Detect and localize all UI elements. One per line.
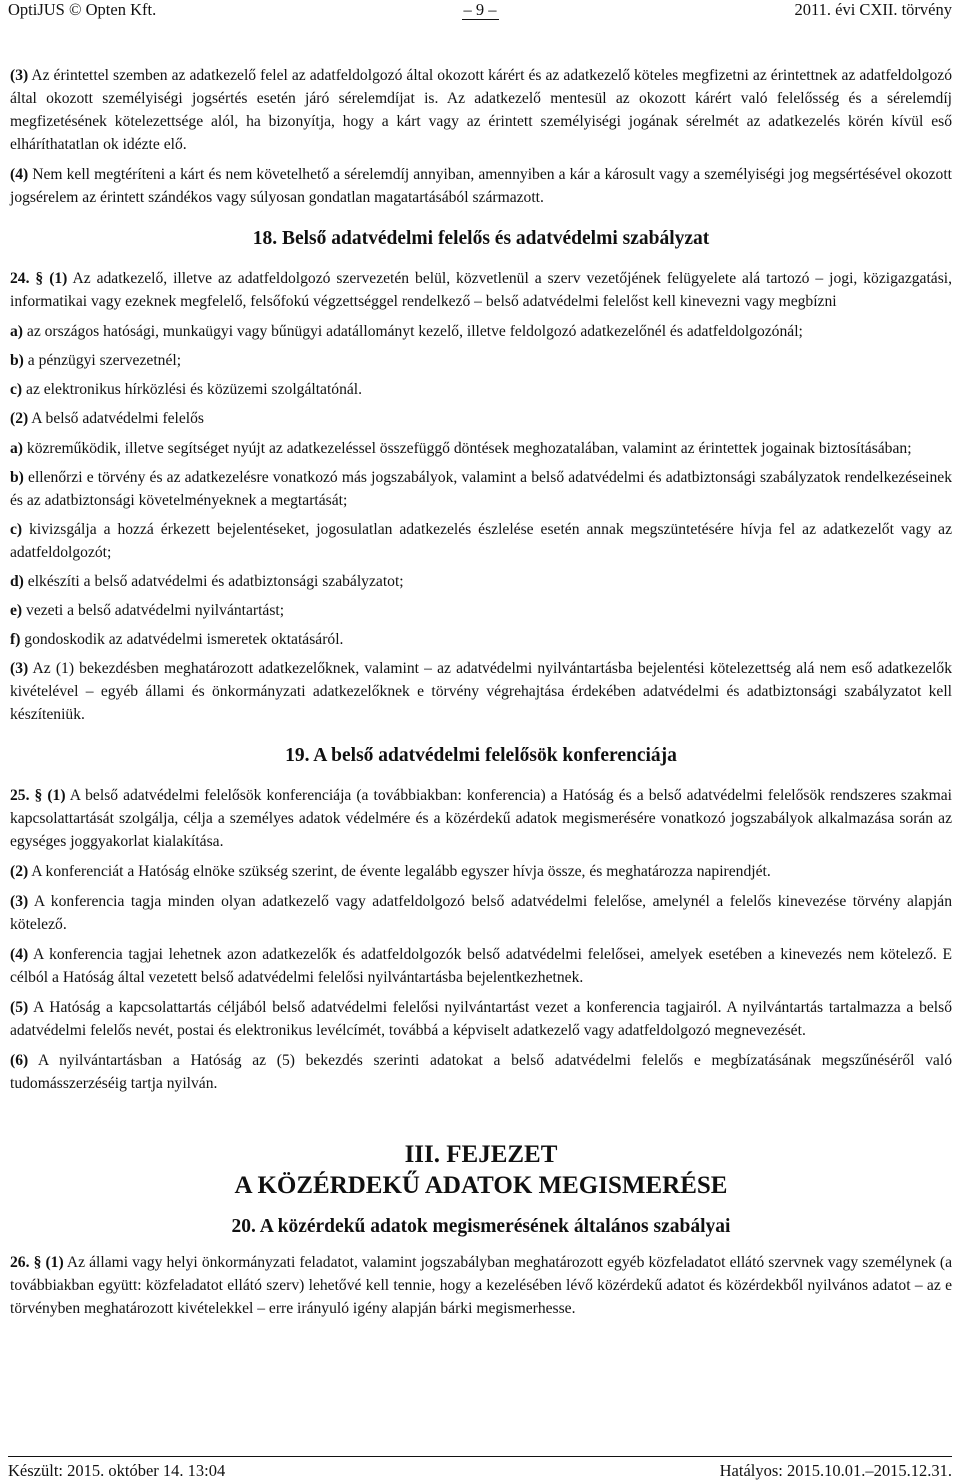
item-text: a pénzügyi szervezetnél; bbox=[23, 352, 182, 369]
list-item bbox=[10, 466, 952, 512]
item-text: elkészíti a belső adatvédelmi és adatbiztonsági szabályzatot; bbox=[23, 573, 404, 590]
item-label: b) bbox=[10, 352, 24, 369]
section-heading-19: 19. A belső adatvédelmi felelősök konferenciája bbox=[285, 745, 677, 766]
paragraph-4 bbox=[10, 163, 952, 209]
list-item bbox=[10, 320, 952, 343]
paragraph-number: (3) bbox=[10, 67, 29, 84]
section-25-paragraph-2 bbox=[10, 860, 952, 883]
paragraph-text: A konferenciát a Hatóság elnöke szükség szerint, de évente legalább egyszer hívja össze, és meghatározza napirendjét. bbox=[28, 863, 771, 880]
section-heading-18: 18. Belső adatvédelmi felelős és adatvédelmi szabályzat bbox=[252, 228, 710, 249]
item-label: f) bbox=[10, 631, 21, 648]
item-label: b) bbox=[10, 469, 24, 486]
paragraph-text: Az állami vagy helyi önkormányzati feladatot, valamint jogszabályban meghatározott egyéb közfeladatot ellátó szervnek vagy személynek (a továbbiakban együtt: közfeladatot ellátó szerv) lehetővé kell tennie, hogy a kezelésében lévő közérdekű adatot és közérdekből nyilvános adatot – az e törvényben meghatározott kivételekkel – erre irányuló igény alapján bárki megismerhesse. bbox=[10, 1254, 952, 1317]
section-25-paragraph-3 bbox=[10, 890, 952, 936]
list-item bbox=[10, 628, 952, 651]
item-text: közreműködik, illetve segítséget nyújt az adatkezeléssel összefüggő döntések meghozatalában, valamint az érintettek jogainak biztosításában; bbox=[23, 440, 912, 457]
list-item bbox=[10, 378, 952, 401]
paragraph-text: A nyilvántartásban a Hatóság az (5) bekezdés szerinti adatokat a belső adatvédelmi felelős e megbízatásának megszűnéséről való tudomásszerzéséig tartja nyilván. bbox=[10, 1052, 952, 1092]
section-heading-20: 20. A közérdekű adatok megismerésének általános szabályai bbox=[231, 1216, 731, 1237]
section-25-paragraph-4 bbox=[10, 943, 952, 989]
item-label: a) bbox=[10, 440, 23, 457]
item-text: kivizsgálja a hozzá érkezett bejelentéseket, jogosulatlan adatkezelés észlelése esetén annak megszüntetésére hívja fel az adatkezelőt vagy az adatfeldolgozót; bbox=[10, 521, 952, 561]
chapter-number: III. FEJEZET bbox=[404, 1141, 558, 1168]
section-25-paragraph-6 bbox=[10, 1049, 952, 1095]
chapter-title: A KÖZÉRDEKŰ ADATOK MEGISMERÉSE bbox=[234, 1172, 728, 1199]
item-label: a) bbox=[10, 323, 23, 340]
section-number: 25. § bbox=[10, 787, 43, 804]
item-text: gondoskodik az adatvédelmi ismeretek oktatásáról. bbox=[20, 631, 344, 648]
paragraph-number: (2) bbox=[10, 863, 29, 880]
section-25-paragraph-1 bbox=[10, 784, 952, 853]
section-25-paragraph-5 bbox=[10, 996, 952, 1042]
paragraph-text: A konferencia tagjai lehetnek azon adatkezelők és adatfeldolgozók belső adatvédelmi felelősei, amelyek esetében a kinevezés nem kötelező. E célból a Hatóság által vezetett belső adatvédelmi felelősi nyilvántartásba bejelentkezhetnek. bbox=[10, 946, 952, 986]
list-item bbox=[10, 570, 952, 593]
paragraph-text: Nem kell megtéríteni a kárt és nem követelhető a sérelemdíj annyiban, amennyiben a kár a károsult vagy a személyiségi jog megsértésével okozott jogsérelem az érintett szándékos vagy súlyosan gondatlan magatartásából származott. bbox=[10, 166, 952, 206]
law-title: 2011. évi CXII. törvény bbox=[794, 0, 952, 19]
paragraph-number: (1) bbox=[49, 270, 68, 287]
paragraph-text: Az adatkezelő, illetve az adatfeldolgozó szervezetén belül, közvetlenül a szerv vezetőjének felügyelete alá tartozó – jogi, közigazgatási, informatikai vagy ezeknek megfelelő, felsőfokú végzettséggel rendelkező – belső adatvédelmi felelőst kell kinevezni vagy megbízni bbox=[10, 270, 953, 310]
paragraph-number: (4) bbox=[10, 166, 29, 183]
paragraph-number: (6) bbox=[10, 1052, 29, 1069]
item-label: d) bbox=[10, 573, 24, 590]
section-24-paragraph-2 bbox=[10, 407, 952, 430]
section-number: 24. § bbox=[10, 270, 44, 287]
section-24-paragraph-3 bbox=[10, 657, 952, 726]
item-text: az országos hatósági, munkaügyi vagy bűnügyi adatállományt kezelő, illetve feldolgozó adatkezelőnél és adatfeldolgozónál; bbox=[23, 323, 803, 340]
list-item bbox=[10, 518, 952, 564]
paragraph-number: (1) bbox=[47, 787, 66, 804]
item-text: vezeti a belső adatvédelmi nyilvántartást; bbox=[22, 602, 285, 619]
paragraph-number: (5) bbox=[10, 999, 29, 1016]
paragraph-text: A konferencia tagja minden olyan adatkezelő vagy adatfeldolgozó belső adatvédelmi felelőse, amelynél a felelős kinevezése törvény alapján kötelező. bbox=[10, 893, 952, 933]
section-26-paragraph-1 bbox=[10, 1251, 952, 1320]
item-label: c) bbox=[10, 521, 23, 538]
paragraph-number: (4) bbox=[10, 946, 29, 963]
paragraph-number: (3) bbox=[10, 893, 29, 910]
document-body bbox=[10, 64, 952, 1327]
section-24-paragraph-1 bbox=[10, 267, 952, 313]
page-header bbox=[8, 0, 952, 22]
paragraph-3 bbox=[10, 64, 952, 156]
list-item bbox=[10, 349, 952, 372]
publisher-label: OptiJUS © Opten Kft. bbox=[8, 0, 157, 19]
page-number: – 9 – bbox=[463, 0, 497, 19]
paragraph-number: (1) bbox=[45, 1254, 64, 1271]
paragraph-number: (3) bbox=[10, 660, 29, 677]
paragraph-text: A belső adatvédelmi felelősök konferenciája (a továbbiakban: konferencia) a Hatóság és a belső adatvédelmi felelősök rendszeres szakmai kapcsolattartását szolgálja, célja a személyes adatok védelmére és a közérdekű adatok megismerésére vonatkozó jogszabályok alkalmazása során az egységes joggyakorlat kialakítása. bbox=[10, 787, 952, 850]
effective-dates: Hatályos: 2015.10.01.–2015.12.31. bbox=[719, 1461, 952, 1480]
paragraph-text: A belső adatvédelmi felelős bbox=[28, 410, 205, 427]
paragraph-text: Az adatkezelő mentesül az okozott kárért való felelősség és a sérelemdíj megfizetésének kötelezettsége alól, ha bizonyítja, hogy a kárt vagy az érintett személyiségi jogának sérelmét az adatkezelés körén kívül eső elháríthatatlan ok idézte elő. bbox=[10, 90, 952, 153]
item-label: e) bbox=[10, 602, 23, 619]
section-number: 26. § bbox=[10, 1254, 42, 1271]
item-text: ellenőrzi e törvény és az adatkezelésre vonatkozó más jogszabályok, valamint a belső adatvédelmi és adatbiztonsági szabályzatok rendelkezéseinek és az adatbiztonsági követelményeknek a megtartását; bbox=[10, 469, 952, 509]
page-footer bbox=[8, 1456, 952, 1481]
list-item bbox=[10, 437, 952, 460]
item-text: az elektronikus hírközlési és közüzemi szolgáltatónál. bbox=[22, 381, 363, 398]
paragraph-text: Az érintettel szemben az adatkezelő felel az adatfeldolgozó által okozott kárért és az adatkezelő köteles megfizetni az érintettnek az adatfeldolgozó által okozott személyiségi jogsértés esetén járó sérelemdíjat is. bbox=[10, 67, 952, 107]
paragraph-text: A Hatóság a kapcsolattartás céljából belső adatvédelmi felelősi nyilvántartást vezet a konferencia tagjairól. A nyilvántartás tartalmazza a belső adatvédelmi felelős nevét, postai és elektronikus levélcímét, továbbá a képviselt adatkezelő vagy adatfeldolgozó megnevezését. bbox=[10, 999, 952, 1039]
chapter-heading bbox=[10, 1139, 952, 1201]
paragraph-number: (2) bbox=[10, 410, 29, 427]
paragraph-text: Az (1) bekezdésben meghatározott adatkezelőknek, valamint – az adatvédelmi nyilvántartásba bejelentési kötelezettség alá nem eső adatkezelők kivételével – egyéb állami és önkormányzati adatkezelőknek e törvény végrehajtása érdekében adatvédelmi és adatbiztonsági szabályzatot kell készíteniük. bbox=[10, 660, 952, 723]
list-item bbox=[10, 599, 952, 622]
item-label: c) bbox=[10, 381, 23, 398]
created-date: Készült: 2015. október 14. 13:04 bbox=[8, 1461, 226, 1480]
